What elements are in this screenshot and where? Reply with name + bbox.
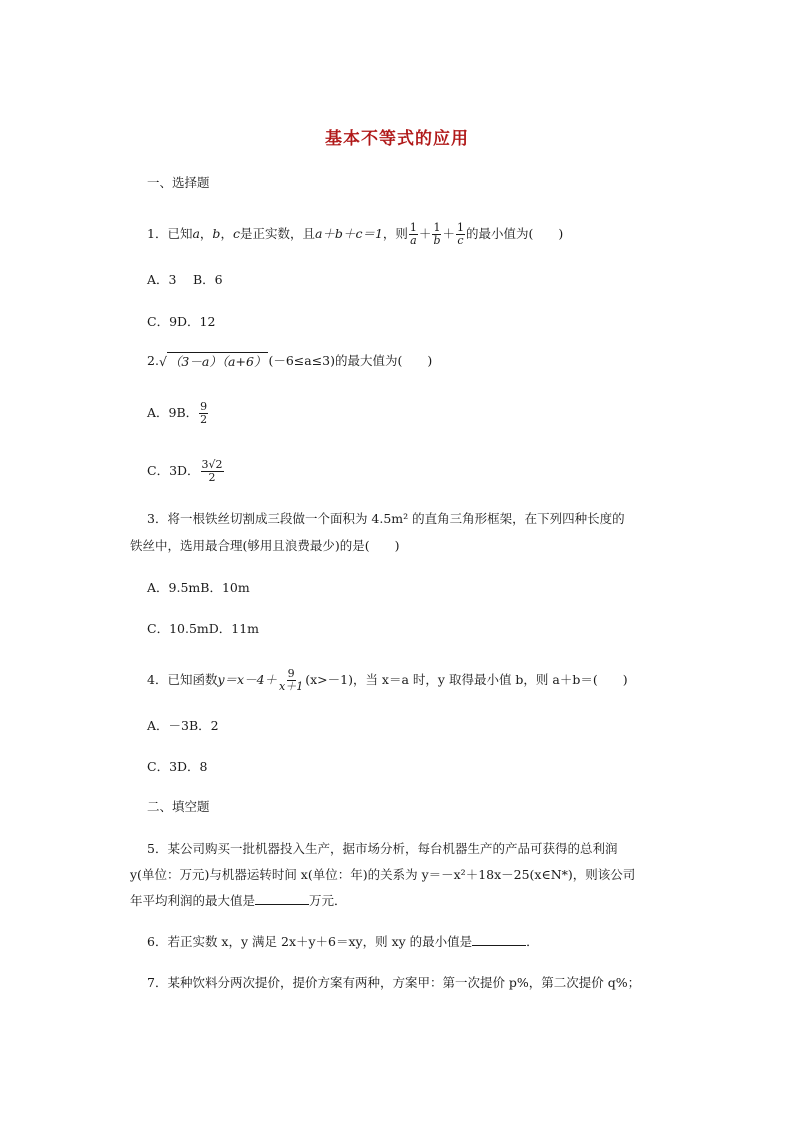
fraction-3root2-over-2: $\frac{3√2}{2}$ — [201, 458, 223, 484]
var-a: a — [192, 226, 200, 241]
question-4-options-ab: A．－3B．2 — [147, 718, 219, 733]
page-title: 基本不等式的应用 — [325, 129, 469, 149]
question-3-line-1: 3．将一根铁丝切割成三段做一个面积为 4.5m² 的直角三角形框架，在下列四种长度的 — [147, 511, 625, 526]
var-b: b — [212, 226, 221, 241]
section-heading-fill: 二、填空题 — [147, 799, 210, 814]
question-4: 4．已知函数y＝x－4＋ $\frac{9}{x+1}$ (x>－1)，当 x＝a 时，y 取得最小值 b，则 a＋b＝( ) — [147, 667, 628, 693]
question-2-options-cd: C．3D． $\frac{3√2}{2}$ — [147, 458, 223, 484]
fraction-9-over-x-plus-1: $\frac{9}{x+1}$ — [279, 667, 304, 693]
var-c: c — [232, 226, 240, 241]
question-5-line-3: 年平均利润的最大值是 万元． — [130, 893, 347, 908]
square-root: √ （3－a）（a+6） — [158, 354, 267, 369]
question-5-line-1: 5．某公司购买一批机器投入生产，据市场分析，每台机器生产的产品可获得的总利润 — [147, 841, 618, 856]
question-2: 2.√ （3－a）（a+6） (－6≤a≤3)的最大值为( ) — [147, 353, 433, 369]
question-2-options-ab: A．9B． $\frac{9}{2}$ — [147, 400, 208, 426]
fraction-1-over-c: $\frac{1}{c}$ — [457, 221, 464, 247]
question-5-line-2: y(单位：万元)与机器运转时间 x(单位：年)的关系为 y＝－x²＋18x－25(x∈N*)，则该公司 — [130, 867, 636, 882]
condition: a＋b＋c＝1 — [314, 226, 383, 241]
question-3-options-cd: C．10.5mD．11m — [147, 621, 260, 636]
question-3-options-ab: A．9.5mB．10m — [147, 580, 250, 595]
fraction-9-over-2: $\frac{9}{2}$ — [200, 400, 208, 426]
question-1-options-ab: A．3 B．6 — [147, 272, 223, 287]
question-7-line-1: 7．某种饮料分两次提价，提价方案有两种，方案甲：第一次提价 p%，第二次提价 q%； — [147, 975, 641, 990]
fraction-1-over-a: $\frac{1}{a}$ — [409, 221, 417, 247]
question-1: 1．已知a，b，c是正实数，且a＋b＋c＝1，则 $\frac{1}{a}$ ＋ $\frac{1}{b}$ ＋ $\frac{1}{c}$ 的最小值为( ) — [147, 221, 564, 247]
question-4-options-cd: C．3D．8 — [147, 759, 208, 774]
question-6: 6．若正实数 x，y 满足 2x＋y＋6＝xy，则 xy 的最小值是 ． — [147, 934, 539, 949]
fraction-1-over-b: $\frac{1}{b}$ — [433, 221, 441, 247]
question-3-line-2: 铁丝中，选用最合理(够用且浪费最少)的是( ) — [130, 538, 400, 553]
question-1-options-cd: C．9D．12 — [147, 314, 216, 329]
section-heading-choice: 一、选择题 — [147, 175, 210, 190]
answer-blank[interactable] — [472, 933, 526, 946]
answer-blank[interactable] — [255, 892, 309, 905]
